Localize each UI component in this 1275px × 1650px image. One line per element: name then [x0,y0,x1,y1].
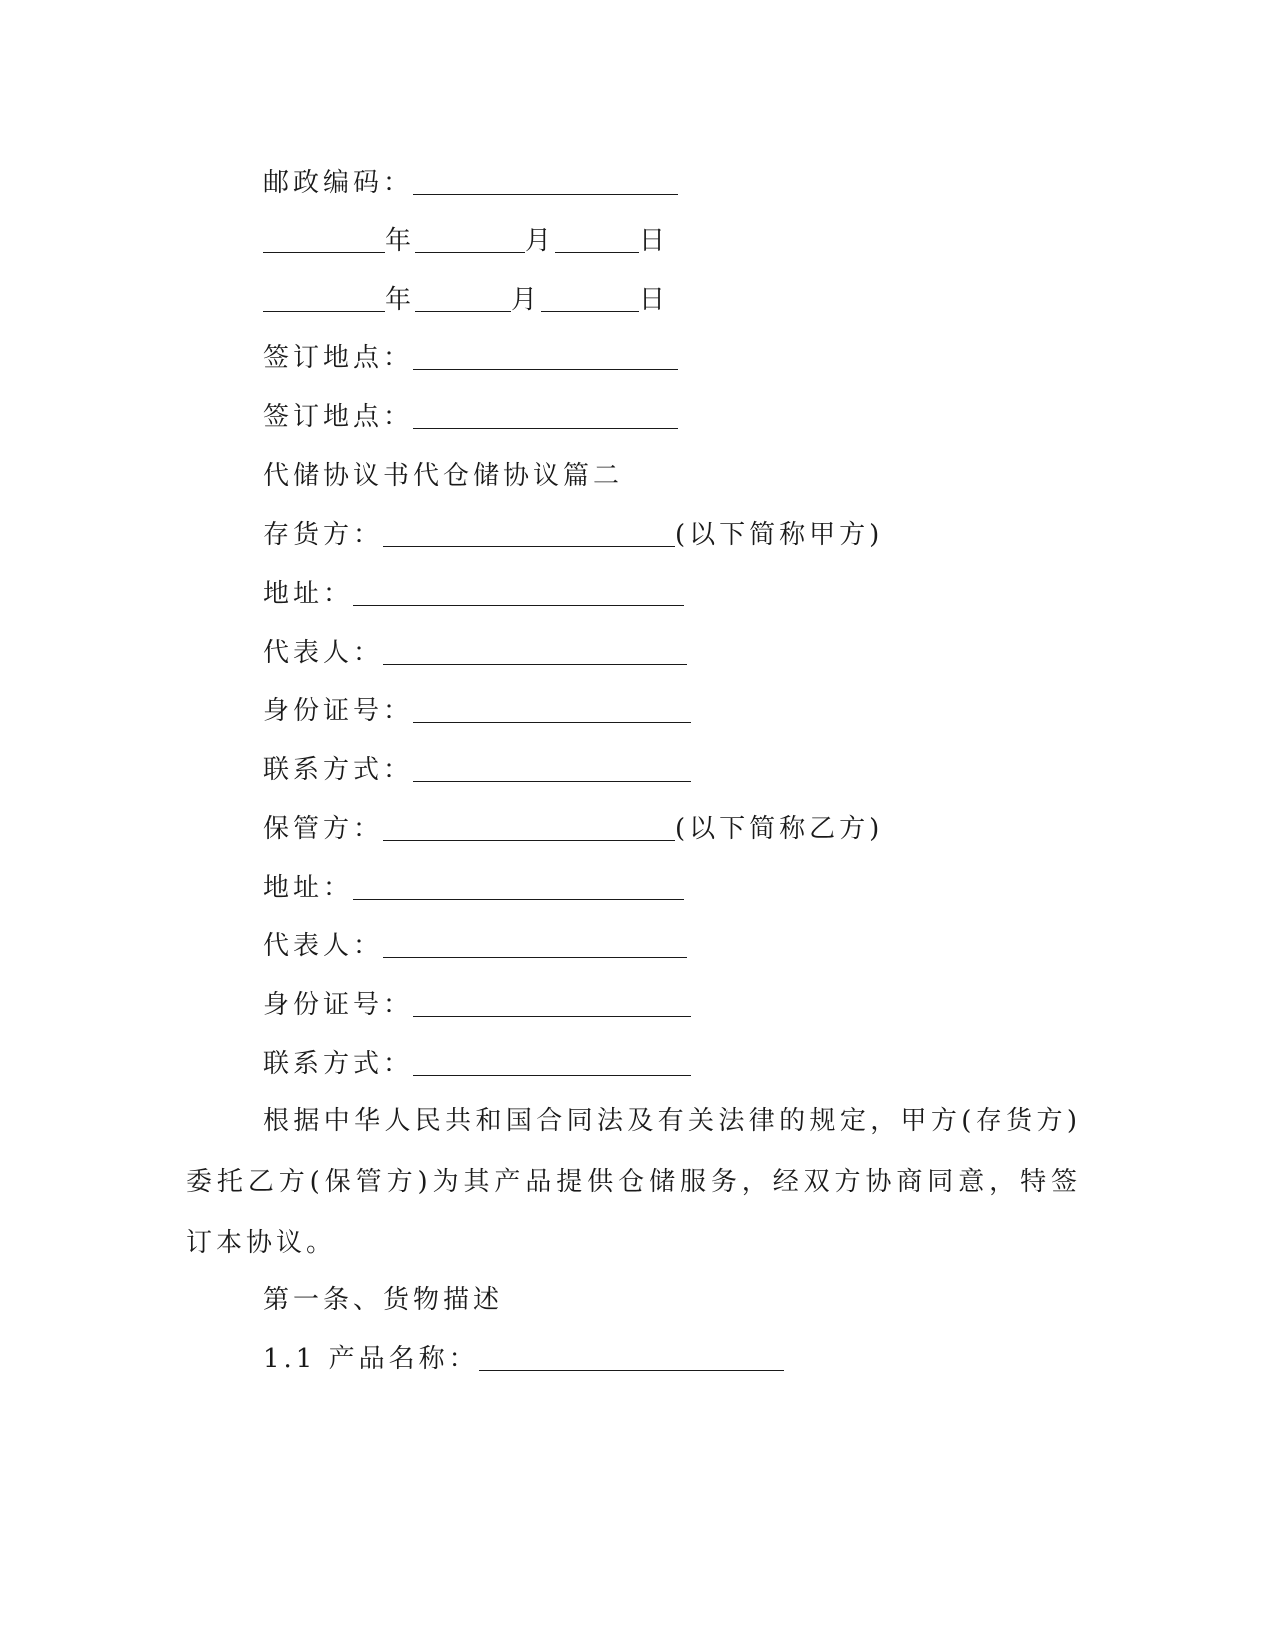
custodian-blank [383,816,675,841]
sign-place-label: 签订地点： [263,402,414,432]
id-blank [413,698,691,723]
year-blank [263,228,385,253]
custodian-line [263,812,883,846]
id-label: 身份证号： [263,696,414,726]
contact-blank [413,757,691,782]
party-b-id-line [263,988,691,1022]
rep-label: 代表人： [263,638,384,668]
article-one-title [263,1283,503,1317]
custodian-label: 保管方： [263,814,384,844]
address-label: 地址： [263,873,354,903]
sign-place-blank [413,404,678,429]
postal-code-blank [413,170,678,195]
address-blank [353,875,684,900]
month-blank [415,287,511,312]
postal-code-line [263,166,678,200]
year-label: 年 [385,285,416,315]
product-name-blank [479,1346,784,1371]
postal-code-label: 邮政编码： [263,168,414,198]
sign-place-label: 签订地点： [263,343,414,373]
year-label: 年 [385,226,416,256]
depositor-line [263,518,883,552]
address-blank [353,581,684,606]
depositor-suffix: (以下简称甲方) [675,520,884,550]
sign-place-line-2 [263,400,678,434]
product-name-line [263,1342,784,1376]
year-blank [263,287,385,312]
party-a-id-line [263,694,691,728]
day-blank [541,287,639,312]
article-one-title-text: 第一条、货物描述 [263,1285,504,1315]
month-label: 月 [511,285,542,315]
id-blank [413,992,691,1017]
date-line-2 [263,283,669,317]
party-b-rep-line [263,929,687,963]
month-label: 月 [525,226,556,256]
contact-label: 联系方式： [263,755,414,785]
contact-blank [413,1051,691,1076]
depositor-label: 存货方： [263,520,384,550]
sign-place-blank [413,345,678,370]
section-title-text: 代储协议书代仓储协议篇二 [263,461,624,491]
custodian-suffix: (以下简称乙方) [675,814,884,844]
intro-paragraph: 根据中华人民共和国合同法及有关法律的规定，甲方(存货方)委托乙方(保管方)为其产品提供仓储服务，经双方协商同意，特签订本协议。 [186,1106,1081,1258]
rep-label: 代表人： [263,931,384,961]
rep-blank [383,933,687,958]
address-label: 地址： [263,579,354,609]
sign-place-line-1 [263,341,678,375]
depositor-blank [383,522,675,547]
party-b-address-line [263,871,684,905]
party-a-rep-line [263,636,687,670]
contact-label: 联系方式： [263,1049,414,1079]
product-name-label: 1.1 产品名称： [263,1344,479,1374]
party-a-address-line [263,577,684,611]
day-blank [555,228,639,253]
party-a-contact-line [263,753,691,787]
rep-blank [383,640,687,665]
section-title [263,459,623,493]
month-blank [415,228,525,253]
day-label: 日 [639,285,670,315]
party-b-contact-line [263,1047,691,1081]
id-label: 身份证号： [263,990,414,1020]
date-line-1 [263,224,669,258]
day-label: 日 [639,226,670,256]
